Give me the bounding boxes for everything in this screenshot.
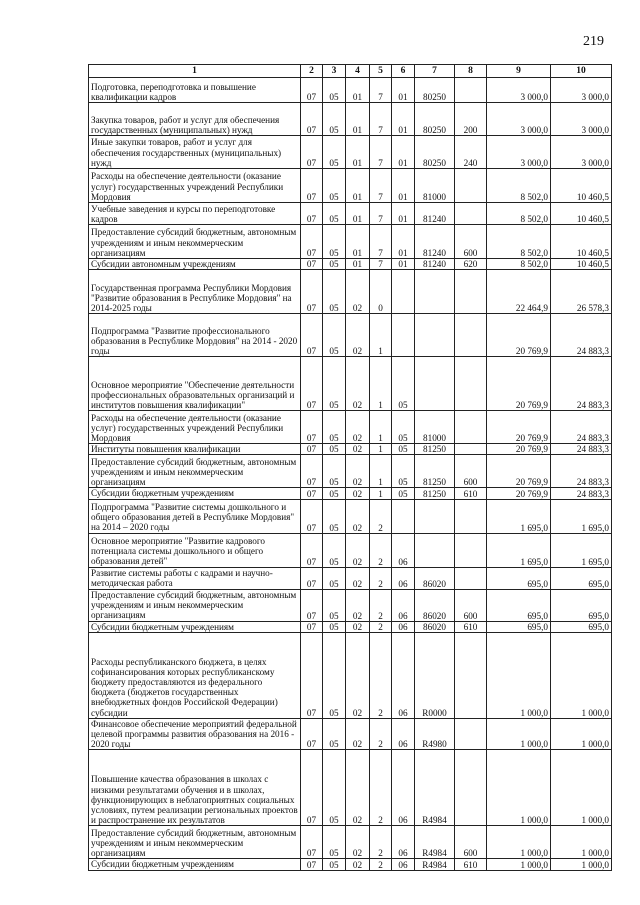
- table-row: [89, 136, 612, 169]
- subsection-cell: 05: [323, 826, 346, 859]
- direction-cell: R0000: [415, 632, 455, 718]
- section-cell: 07: [301, 225, 323, 259]
- direction-cell: 81250: [415, 455, 455, 488]
- amount-2018-cell: 3 000,0: [487, 103, 551, 136]
- program-cell: 02: [346, 499, 370, 533]
- activity-cell: 01: [392, 78, 415, 103]
- expense-type-cell: [455, 169, 487, 203]
- header-row: [89, 65, 612, 78]
- direction-cell: 86020: [415, 621, 455, 632]
- subprogram-cell: 0: [370, 270, 392, 314]
- amount-2018-cell: 22 464,9: [487, 270, 551, 314]
- activity-cell: 05: [392, 455, 415, 488]
- expense-type-cell: [455, 203, 487, 225]
- table-row: [89, 357, 612, 411]
- subsection-cell: 05: [323, 718, 346, 750]
- expense-type-cell: [455, 632, 487, 718]
- direction-cell: 80250: [415, 78, 455, 103]
- activity-cell: [392, 270, 415, 314]
- direction-cell: R4984: [415, 826, 455, 859]
- amount-2019-cell: 1 000,0: [551, 826, 612, 859]
- subprogram-cell: 1: [370, 488, 392, 499]
- amount-2019-cell: 1 000,0: [551, 750, 612, 826]
- amount-2019-cell: 10 460,5: [551, 203, 612, 225]
- row-name-cell: Расходы на обеспечение деятельности (оказание услуг) государственных учреждений Республики Мордовия: [89, 169, 301, 203]
- program-cell: 02: [346, 621, 370, 632]
- table-row: [89, 488, 612, 499]
- table-row: [89, 455, 612, 488]
- amount-2019-cell: 1 000,0: [551, 718, 612, 750]
- program-cell: 02: [346, 859, 370, 870]
- expense-type-cell: [455, 533, 487, 567]
- table-row: [89, 632, 612, 718]
- subsection-cell: 05: [323, 444, 346, 455]
- program-cell: 01: [346, 225, 370, 259]
- amount-2019-cell: 24 883,3: [551, 455, 612, 488]
- program-cell: 01: [346, 169, 370, 203]
- table-row: [89, 859, 612, 870]
- direction-cell: [415, 533, 455, 567]
- table-row: [89, 203, 612, 225]
- section-cell: 07: [301, 314, 323, 357]
- row-name-cell: Институты повышения квалификации: [89, 444, 301, 455]
- amount-2019-cell: 24 883,3: [551, 357, 612, 411]
- subprogram-cell: 1: [370, 455, 392, 488]
- section-cell: 07: [301, 270, 323, 314]
- activity-cell: 01: [392, 169, 415, 203]
- subprogram-cell: 1: [370, 357, 392, 411]
- direction-cell: 81000: [415, 411, 455, 444]
- subsection-cell: 05: [323, 103, 346, 136]
- subsection-cell: 05: [323, 499, 346, 533]
- amount-2019-cell: 10 460,5: [551, 225, 612, 259]
- table-body: [89, 78, 612, 871]
- amount-2018-cell: 695,0: [487, 567, 551, 589]
- column-header-8: 8: [455, 65, 487, 78]
- amount-2018-cell: 1 000,0: [487, 632, 551, 718]
- table-row: [89, 411, 612, 444]
- activity-cell: 05: [392, 357, 415, 411]
- row-name-cell: Основное мероприятие "Развитие кадрового потенциала системы дошкольного и общего образования детей": [89, 533, 301, 567]
- section-cell: 07: [301, 826, 323, 859]
- table-row: [89, 259, 612, 270]
- table-row: [89, 750, 612, 826]
- subprogram-cell: 2: [370, 859, 392, 870]
- amount-2019-cell: 695,0: [551, 589, 612, 621]
- section-cell: 07: [301, 533, 323, 567]
- activity-cell: 06: [392, 567, 415, 589]
- activity-cell: 06: [392, 632, 415, 718]
- row-name-cell: Предоставление субсидий бюджетным, автономным учреждениям и иным некоммерческим организациям: [89, 826, 301, 859]
- subsection-cell: 05: [323, 488, 346, 499]
- direction-cell: [415, 270, 455, 314]
- program-cell: 02: [346, 270, 370, 314]
- expense-type-cell: 600: [455, 225, 487, 259]
- amount-2018-cell: 8 502,0: [487, 203, 551, 225]
- program-cell: 02: [346, 567, 370, 589]
- activity-cell: 01: [392, 203, 415, 225]
- expense-type-cell: 610: [455, 488, 487, 499]
- row-name-cell: Предоставление субсидий бюджетным, автономным учреждениям и иным некоммерческим организациям: [89, 589, 301, 621]
- subprogram-cell: 2: [370, 533, 392, 567]
- amount-2019-cell: 3 000,0: [551, 78, 612, 103]
- column-header-10: 10: [551, 65, 612, 78]
- section-cell: 07: [301, 621, 323, 632]
- section-cell: 07: [301, 499, 323, 533]
- expense-type-cell: 200: [455, 103, 487, 136]
- program-cell: 02: [346, 750, 370, 826]
- amount-2019-cell: 1 695,0: [551, 533, 612, 567]
- row-name-cell: Подготовка, переподготовка и повышение квалификации кадров: [89, 78, 301, 103]
- amount-2018-cell: 20 769,9: [487, 314, 551, 357]
- row-name-cell: Учебные заведения и курсы по переподготовке кадров: [89, 203, 301, 225]
- section-cell: 07: [301, 718, 323, 750]
- amount-2018-cell: 1 695,0: [487, 533, 551, 567]
- table-row: [89, 533, 612, 567]
- subsection-cell: 05: [323, 169, 346, 203]
- program-cell: 02: [346, 632, 370, 718]
- activity-cell: 06: [392, 859, 415, 870]
- row-name-cell: Государственная программа Республики Мордовия "Развитие образования в Республике Мордовия" на 2014-2025 годы: [89, 270, 301, 314]
- activity-cell: 01: [392, 259, 415, 270]
- amount-2018-cell: 8 502,0: [487, 225, 551, 259]
- subsection-cell: 05: [323, 621, 346, 632]
- column-header-1: 1: [89, 65, 301, 78]
- amount-2019-cell: 1 000,0: [551, 859, 612, 870]
- table-row: [89, 589, 612, 621]
- subsection-cell: 05: [323, 225, 346, 259]
- table-row: [89, 103, 612, 136]
- expense-type-cell: 600: [455, 455, 487, 488]
- expense-type-cell: 600: [455, 589, 487, 621]
- subsection-cell: 05: [323, 136, 346, 169]
- subprogram-cell: 2: [370, 718, 392, 750]
- subsection-cell: 05: [323, 589, 346, 621]
- subprogram-cell: 2: [370, 567, 392, 589]
- direction-cell: 86020: [415, 567, 455, 589]
- amount-2019-cell: 24 883,3: [551, 411, 612, 444]
- amount-2018-cell: 20 769,9: [487, 455, 551, 488]
- activity-cell: 05: [392, 444, 415, 455]
- program-cell: 01: [346, 136, 370, 169]
- row-name-cell: Предоставление субсидий бюджетным, автономным учреждениям и иным некоммерческим организациям: [89, 455, 301, 488]
- section-cell: 07: [301, 589, 323, 621]
- activity-cell: 06: [392, 621, 415, 632]
- subprogram-cell: 1: [370, 411, 392, 444]
- amount-2018-cell: 20 769,9: [487, 411, 551, 444]
- direction-cell: 81000: [415, 169, 455, 203]
- column-header-3: 3: [323, 65, 346, 78]
- amount-2018-cell: 695,0: [487, 589, 551, 621]
- amount-2018-cell: 20 769,9: [487, 357, 551, 411]
- direction-cell: R4980: [415, 718, 455, 750]
- activity-cell: 05: [392, 488, 415, 499]
- direction-cell: 81240: [415, 203, 455, 225]
- table-row: [89, 225, 612, 259]
- section-cell: 07: [301, 567, 323, 589]
- row-name-cell: Расходы на обеспечение деятельности (оказание услуг) государственных учреждений Республики Мордовия: [89, 411, 301, 444]
- expense-type-cell: [455, 750, 487, 826]
- subsection-cell: 05: [323, 632, 346, 718]
- program-cell: 01: [346, 103, 370, 136]
- section-cell: 07: [301, 259, 323, 270]
- subsection-cell: 05: [323, 203, 346, 225]
- subsection-cell: 05: [323, 411, 346, 444]
- program-cell: 01: [346, 259, 370, 270]
- expense-type-cell: 240: [455, 136, 487, 169]
- expense-type-cell: [455, 499, 487, 533]
- amount-2019-cell: 695,0: [551, 621, 612, 632]
- table-row: [89, 78, 612, 103]
- subsection-cell: 05: [323, 567, 346, 589]
- direction-cell: [415, 499, 455, 533]
- expense-type-cell: [455, 444, 487, 455]
- subprogram-cell: 7: [370, 259, 392, 270]
- row-name-cell: Иные закупки товаров, работ и услуг для обеспечения государственных (муниципальных) нужд: [89, 136, 301, 169]
- subprogram-cell: 7: [370, 78, 392, 103]
- direction-cell: [415, 314, 455, 357]
- subsection-cell: 05: [323, 270, 346, 314]
- row-name-cell: Субсидии бюджетным учреждениям: [89, 859, 301, 870]
- amount-2019-cell: 695,0: [551, 567, 612, 589]
- subprogram-cell: 7: [370, 225, 392, 259]
- direction-cell: R4984: [415, 859, 455, 870]
- amount-2018-cell: 1 695,0: [487, 499, 551, 533]
- amount-2018-cell: 695,0: [487, 621, 551, 632]
- program-cell: 01: [346, 203, 370, 225]
- row-name-cell: Предоставление субсидий бюджетным, автономным учреждениям и иным некоммерческим организациям: [89, 225, 301, 259]
- subprogram-cell: 7: [370, 169, 392, 203]
- activity-cell: [392, 499, 415, 533]
- column-header-6: 6: [392, 65, 415, 78]
- direction-cell: R4984: [415, 750, 455, 826]
- activity-cell: 06: [392, 826, 415, 859]
- activity-cell: 06: [392, 718, 415, 750]
- amount-2018-cell: 1 000,0: [487, 718, 551, 750]
- section-cell: 07: [301, 632, 323, 718]
- amount-2019-cell: 3 000,0: [551, 103, 612, 136]
- table-row: [89, 169, 612, 203]
- subprogram-cell: 1: [370, 444, 392, 455]
- subsection-cell: 05: [323, 859, 346, 870]
- subprogram-cell: 1: [370, 314, 392, 357]
- table-row: [89, 270, 612, 314]
- program-cell: 02: [346, 826, 370, 859]
- amount-2019-cell: 1 000,0: [551, 632, 612, 718]
- row-name-cell: Субсидии бюджетным учреждениям: [89, 621, 301, 632]
- table-row: [89, 314, 612, 357]
- column-header-4: 4: [346, 65, 370, 78]
- amount-2019-cell: 24 883,3: [551, 444, 612, 455]
- direction-cell: 86020: [415, 589, 455, 621]
- subsection-cell: 05: [323, 259, 346, 270]
- amount-2018-cell: 20 769,9: [487, 444, 551, 455]
- activity-cell: 05: [392, 411, 415, 444]
- table-row: [89, 499, 612, 533]
- program-cell: 01: [346, 78, 370, 103]
- amount-2019-cell: 3 000,0: [551, 136, 612, 169]
- table-row: [89, 444, 612, 455]
- expense-type-cell: 610: [455, 859, 487, 870]
- amount-2019-cell: 10 460,5: [551, 169, 612, 203]
- section-cell: 07: [301, 136, 323, 169]
- subprogram-cell: 2: [370, 621, 392, 632]
- section-cell: 07: [301, 411, 323, 444]
- section-cell: 07: [301, 750, 323, 826]
- subsection-cell: 05: [323, 455, 346, 488]
- activity-cell: 06: [392, 533, 415, 567]
- row-name-cell: Субсидии автономным учреждениям: [89, 259, 301, 270]
- subsection-cell: 05: [323, 314, 346, 357]
- subprogram-cell: 7: [370, 203, 392, 225]
- amount-2019-cell: 24 883,3: [551, 488, 612, 499]
- direction-cell: 80250: [415, 103, 455, 136]
- activity-cell: 01: [392, 225, 415, 259]
- expense-type-cell: 620: [455, 259, 487, 270]
- subsection-cell: 05: [323, 78, 346, 103]
- direction-cell: 80250: [415, 136, 455, 169]
- row-name-cell: Основное мероприятие "Обеспечение деятельности профессиональных образовательных организаций и институтов повышения квалификации": [89, 357, 301, 411]
- expense-type-cell: [455, 411, 487, 444]
- section-cell: 07: [301, 357, 323, 411]
- subprogram-cell: 7: [370, 136, 392, 169]
- row-name-cell: Подпрограмма "Развитие профессионального образования в Республике Мордовия" на 2014 - 2020 годы: [89, 314, 301, 357]
- table-row: [89, 718, 612, 750]
- budget-table: [88, 64, 612, 871]
- expense-type-cell: [455, 357, 487, 411]
- direction-cell: 81240: [415, 259, 455, 270]
- expense-type-cell: [455, 78, 487, 103]
- table-row: [89, 621, 612, 632]
- program-cell: 02: [346, 455, 370, 488]
- activity-cell: 01: [392, 136, 415, 169]
- program-cell: 02: [346, 411, 370, 444]
- subprogram-cell: 2: [370, 589, 392, 621]
- column-header-7: 7: [415, 65, 455, 78]
- program-cell: 02: [346, 357, 370, 411]
- program-cell: 02: [346, 444, 370, 455]
- subprogram-cell: 2: [370, 632, 392, 718]
- program-cell: 02: [346, 314, 370, 357]
- program-cell: 02: [346, 718, 370, 750]
- amount-2019-cell: 26 578,3: [551, 270, 612, 314]
- section-cell: 07: [301, 169, 323, 203]
- row-name-cell: Расходы республиканского бюджета, в целях софинансирования которых республиканскому бюджету предоставляются из федерального бюджета (бюджетов государственных внебюджетных фондов Российской Федерации) субсидии: [89, 632, 301, 718]
- expense-type-cell: [455, 567, 487, 589]
- page-number: 219: [583, 34, 604, 49]
- program-cell: 02: [346, 589, 370, 621]
- row-name-cell: Финансовое обеспечение мероприятий федеральной целевой программы развития образования на 2016 - 2020 годы: [89, 718, 301, 750]
- amount-2018-cell: 3 000,0: [487, 78, 551, 103]
- section-cell: 07: [301, 859, 323, 870]
- program-cell: 02: [346, 488, 370, 499]
- section-cell: 07: [301, 203, 323, 225]
- activity-cell: 06: [392, 750, 415, 826]
- section-cell: 07: [301, 444, 323, 455]
- column-header-2: 2: [301, 65, 323, 78]
- subprogram-cell: 2: [370, 499, 392, 533]
- row-name-cell: Закупка товаров, работ и услуг для обеспечения государственных (муниципальных) нужд: [89, 103, 301, 136]
- subprogram-cell: 7: [370, 103, 392, 136]
- direction-cell: 81240: [415, 225, 455, 259]
- activity-cell: 06: [392, 589, 415, 621]
- direction-cell: 81250: [415, 488, 455, 499]
- expense-type-cell: 610: [455, 621, 487, 632]
- amount-2019-cell: 24 883,3: [551, 314, 612, 357]
- amount-2019-cell: 1 695,0: [551, 499, 612, 533]
- row-name-cell: Развитие системы работы с кадрами и научно-методическая работа: [89, 567, 301, 589]
- column-header-5: 5: [370, 65, 392, 78]
- expense-type-cell: 600: [455, 826, 487, 859]
- expense-type-cell: [455, 270, 487, 314]
- amount-2018-cell: 20 769,9: [487, 488, 551, 499]
- row-name-cell: Субсидии бюджетным учреждениям: [89, 488, 301, 499]
- section-cell: 07: [301, 103, 323, 136]
- amount-2018-cell: 1 000,0: [487, 826, 551, 859]
- expense-type-cell: [455, 718, 487, 750]
- direction-cell: [415, 357, 455, 411]
- amount-2018-cell: 8 502,0: [487, 259, 551, 270]
- table-row: [89, 567, 612, 589]
- subsection-cell: 05: [323, 750, 346, 826]
- subprogram-cell: 2: [370, 826, 392, 859]
- row-name-cell: Повышение качества образования в школах с низкими результатами обучения и в школах, функционирующих в неблагоприятных социальных условиях, путем реализации региональных проектов и распространение их результатов: [89, 750, 301, 826]
- direction-cell: 81250: [415, 444, 455, 455]
- expense-type-cell: [455, 314, 487, 357]
- amount-2019-cell: 10 460,5: [551, 259, 612, 270]
- amount-2018-cell: 8 502,0: [487, 169, 551, 203]
- activity-cell: 01: [392, 103, 415, 136]
- section-cell: 07: [301, 78, 323, 103]
- subsection-cell: 05: [323, 357, 346, 411]
- amount-2018-cell: 3 000,0: [487, 136, 551, 169]
- amount-2018-cell: 1 000,0: [487, 859, 551, 870]
- section-cell: 07: [301, 455, 323, 488]
- amount-2018-cell: 1 000,0: [487, 750, 551, 826]
- column-header-9: 9: [487, 65, 551, 78]
- subprogram-cell: 2: [370, 750, 392, 826]
- activity-cell: [392, 314, 415, 357]
- subsection-cell: 05: [323, 533, 346, 567]
- program-cell: 02: [346, 533, 370, 567]
- table-row: [89, 826, 612, 859]
- row-name-cell: Подпрограмма "Развитие системы дошкольного и общего образования детей в Республике Мордовия" на 2014 – 2020 годы: [89, 499, 301, 533]
- section-cell: 07: [301, 488, 323, 499]
